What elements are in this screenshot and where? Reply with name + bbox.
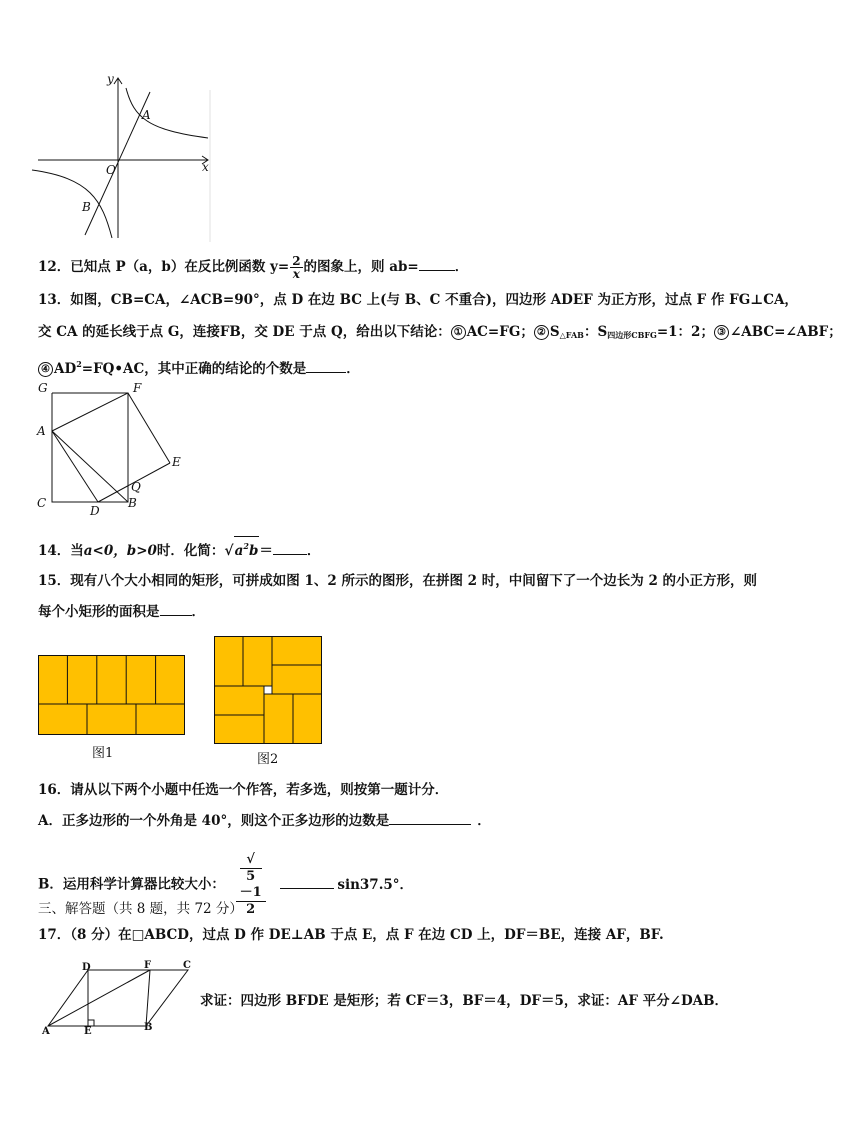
label-f: F [133,381,142,395]
label-a: A [37,424,46,438]
q13-c2-b: ：S [583,324,608,340]
q14-condition: a<0，b>0 [83,543,157,559]
q12-frac-den: x [292,267,300,281]
q16b-text: B．运用科学计算器比较大小： [38,876,225,893]
q16a-end: ． [477,813,491,829]
label-d: D [90,504,100,518]
section-heading: 三、解答题（共 8 题，共 72 分） [38,901,243,917]
q13-conclusion-3: ∠ABC=∠ABF； [729,324,842,340]
q16a-answer-blank[interactable] [389,824,471,825]
q12-frac-num: 2 [292,254,301,268]
q17-label-c: C [183,960,191,971]
q14-rad-sup: 2 [243,541,249,551]
q13-conclusion-1: AC=FG； [466,324,534,340]
q13-c4-b: =FQ•AC，其中正确的结论的个数是 [81,361,307,377]
sqrt-sign-icon: √ [246,852,255,867]
question-17-line-2: 求证：四边形 BFDE 是矩形；若 CF＝3，BF＝4，DF＝5，求证：AF 平分∠DAB． [200,993,729,1009]
q14-rad-a: a [234,543,244,559]
x-axis-label: x [202,160,209,174]
question-16-part-a [38,812,491,830]
q17-label-e: E [84,1026,92,1037]
label-e: E [172,455,181,469]
figure-2-caption: 图2 [257,752,279,767]
q14-radicand [234,536,260,560]
q14-rad-b: b [248,543,259,559]
q15-answer-blank[interactable] [160,615,192,616]
question-15-line-1: 15．现有八个大小相同的矩形，可拼成如图 1、2 所示的图形，在拼图 2 时，中间留下了一个边长为 2 的小正方形，则 [38,573,758,589]
q17-label-b: B [144,1022,153,1033]
question-13-line-1: 13．如图，CB=CA，∠ACB=90°，点 D 在边 BC 上(与 B、C 不重合)，四边形 ADEF 为正方形，过点 F 作 FG⊥CA， [38,292,798,308]
figure-1-caption: 图1 [92,746,114,761]
q13-c2-sub1: △FAB [559,330,584,340]
q16b-radicand: 5 [240,868,262,885]
question-17-line-1: 17．（8 分）在□ABCD，过点 D 作 DE⊥AB 于点 E，点 F 在边 CD 上，DF＝BE，连接 AF，BF. [38,927,664,943]
q16b-answer-blank[interactable] [280,888,334,889]
q13-c2-a: S [549,324,560,340]
q13-circle-1: ① [451,325,466,340]
q16a-text: A．正多边形的一个外角是 40°，则这个正多边形的边数是 [38,813,390,829]
hyperbola-graph [30,70,220,245]
figure-1-rectangles [38,655,185,735]
label-b: B [128,496,137,510]
q12-text: 12．已知点 P（a，b）在反比例函数 y= [38,259,290,275]
q15-end: ． [191,604,205,620]
q12-fraction [290,255,302,280]
q13-end: ． [346,361,360,377]
q13-circle-3: ③ [714,325,729,340]
question-14 [38,536,320,560]
q16b-end: sin37.5°． [337,876,414,893]
q13-circle-4: ④ [38,362,53,377]
q14-answer-blank[interactable] [273,554,307,555]
point-a-label: A [142,108,151,122]
q12-end: ． [454,259,469,275]
figure-2-rectangles [214,636,322,744]
y-axis-label: y [107,72,114,86]
origin-label: O [106,163,116,177]
label-c: C [37,496,47,510]
q17-label-f: F [144,960,152,971]
question-15-line-2 [38,603,205,621]
q12-tail: 的图象上，则 ab= [303,259,419,275]
q13-answer-blank[interactable] [306,372,346,373]
q17-parallelogram-figure [40,962,200,1040]
point-b-label: B [82,200,91,214]
q14-end: ． [306,543,321,559]
q15-line2-text: 每个小矩形的面积是 [38,604,160,620]
q13-c2-c: =1：2； [656,324,714,340]
question-12 [38,255,468,280]
q13-c4-sup: 2 [76,359,82,369]
label-g: G [38,381,48,395]
q14-prefix: 14．当 [38,543,84,559]
question-13-line-3 [38,355,360,378]
q16b-frac-num [236,852,266,902]
q12-answer-blank[interactable] [419,270,455,271]
q17-label-d: D [82,962,91,973]
question-16-line-1: 16．请从以下两个小题中任选一个作答，若多选，则按第一题计分． [38,782,449,798]
q13-line2-text: 交 CA 的延长线于点 G，连接FB，交 DE 于点 Q，给出以下结论： [38,324,451,340]
q13-circle-2: ② [534,325,549,340]
q13-c4-a: AD [54,361,77,377]
q17-label-a: A [42,1026,50,1037]
q16b-num-rest: －1 [239,885,262,900]
q13-square-figure [40,385,190,510]
q16b-frac-den: 2 [246,902,256,917]
q14-mid: 时．化简： [156,543,225,559]
question-13-line-2 [38,323,842,344]
sqrt-sign-icon: √ [224,543,234,559]
label-q: Q [131,480,141,494]
q14-equals: ＝ [259,543,273,559]
q13-c2-sub2: 四边形CBFG [607,330,657,340]
